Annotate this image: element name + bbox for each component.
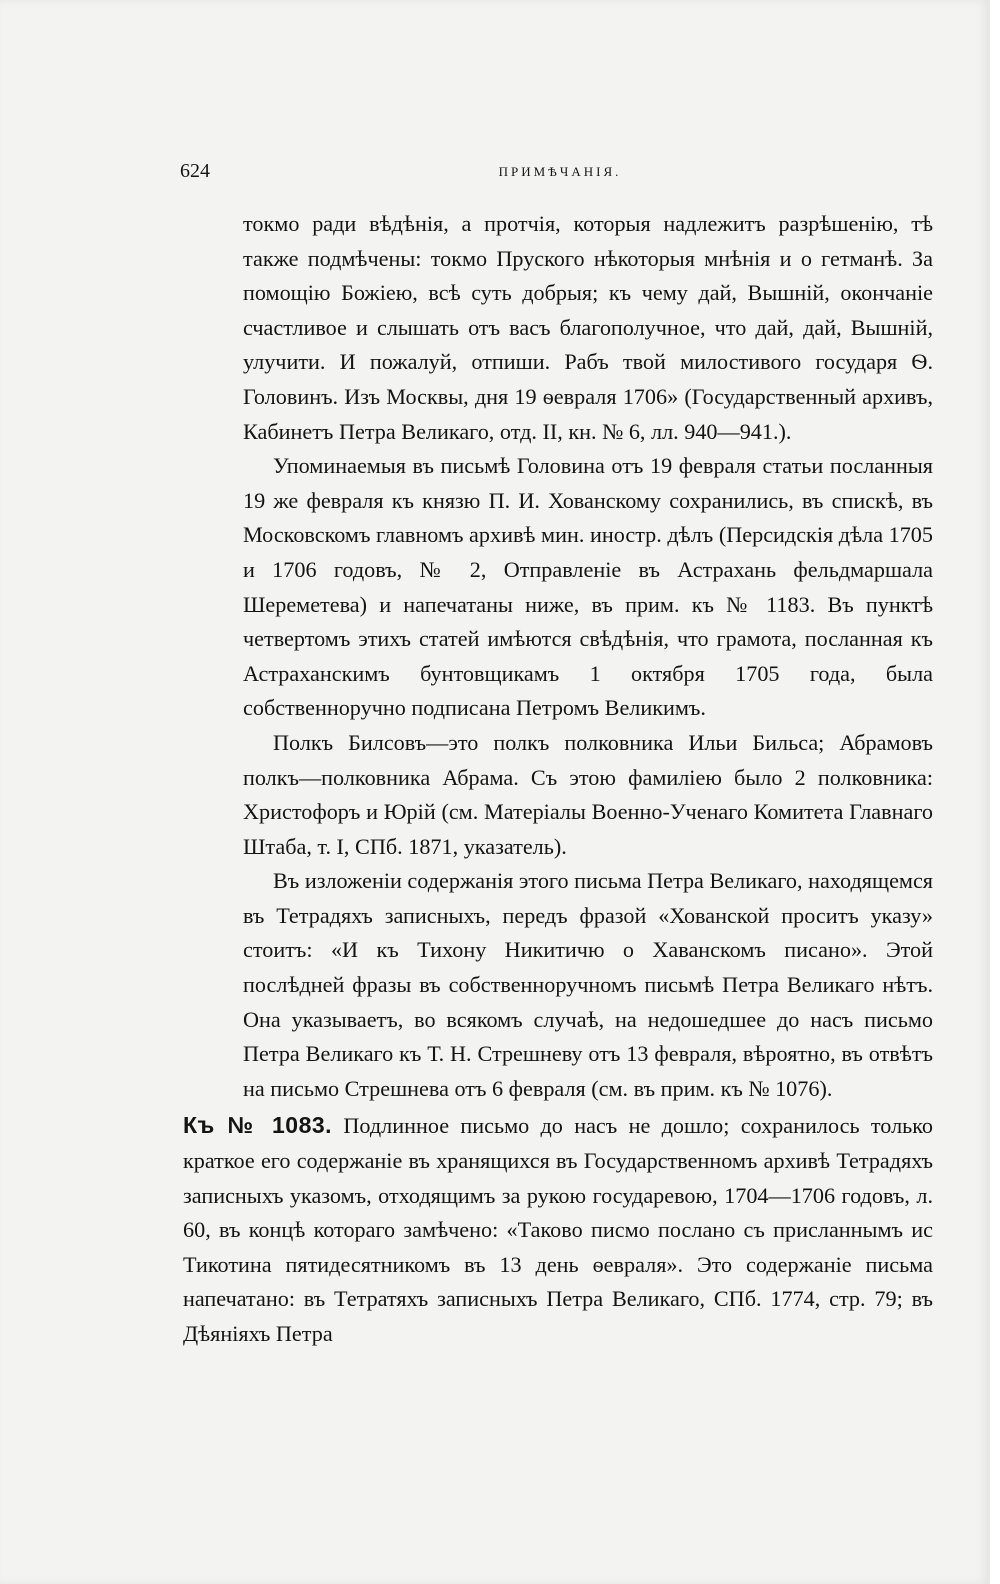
paragraph: токмо ради вѣдѣнія, а протчія, которыя надлежитъ разрѣшенію, тѣ также подмѣчены: токмо Пруского нѣкоторыя мнѣнія и о гетманѣ. За помощію Божіею, всѣ суть добрыя; къ чему дай, Вышній, окончаніе счастливое и слышать отъ васъ благополучное, что дай, дай, Вышній, улучити. И пожалуй, отпиши. Рабъ твой милостивого государя Ѳ. Головинъ. Изъ Москвы, дня 19 ѳевраля 1706» (Государственный архивъ, Кабинетъ Петра Великаго, отд. II, кн. № 6, лл. 940—941.). — [243, 211, 933, 444]
page-header — [180, 160, 940, 182]
page-edge — [990, 0, 1000, 1584]
body-text — [183, 207, 934, 1352]
paragraph: Упоминаемыя въ письмѣ Головина отъ 19 февраля статьи посланныя 19 же февраля къ князю П. И. Хованскому сохранились, въ спискѣ, въ Московскомъ главномъ архивѣ мин. иностр. дѣлъ (Персидскія дѣла 1705 и 1706 годовъ, № 2, Отправленіе въ Астрахань фельдмаршала Шереметева) и напечатаны ниже, въ прим. къ № 1183. Въ пунктѣ четвертомъ этихъ статей имѣются свѣдѣнія, что грамота, посланная къ Астраханскимъ бунтовщикамъ 1 октября 1705 года, была собственноручно подписана Петромъ Великимъ. — [243, 453, 933, 721]
paragraph: Полкъ Билсовъ—это полкъ полковника Ильи Бильса; Абрамовъ полкъ—полковника Абрама. Съ этою фамиліею было 2 полковника: Христофоръ и Юрій (см. Матеріалы Военно-Ученаго Комитета Главнаго Штаба, т. I, СПб. 1871, указатель). — [243, 729, 933, 859]
page-number: 624 — [180, 160, 210, 182]
entry-label: Къ № 1083. — [183, 1112, 333, 1139]
entry-text: Подлинное письмо до насъ не дошло; сохранилось только краткое его содержаніе въ хранящихся въ Государственномъ архивѣ Тетрадяхъ записныхъ указомъ, отходящимъ за рукою государевою, 1704—1706 годовъ, л. 60, въ концѣ котораго замѣчено: «Таково писмо послано съ присланнымъ ис Тикотина пятидесятникомъ въ 13 день ѳевраля». Это содержаніе письма напечатано: въ Тетратяхъ записныхъ Петра Великаго, СПб. 1774, стр. 79; въ Дѣяніяхъ Петра — [183, 1113, 934, 1346]
running-title: ПРИМѢЧАНІЯ. — [498, 164, 622, 179]
paragraph: Въ изложеніи содержанія этого письма Петра Великаго, находящемся въ Тетрадяхъ записныхъ, передъ фразой «Хованской проситъ указу» стоитъ: «И къ Тихону Никитичю о Хаванскомъ писано». Этой послѣдней фразы въ собственноручномъ письмѣ Петра Великаго нѣтъ. Она указываетъ, во всякомъ случаѣ, на недошедшее до насъ письмо Петра Великаго къ Т. Н. Стрешневу отъ 13 февраля, вѣроятно, въ отвѣтъ на письмо Стрешнева отъ 6 февраля (см. въ прим. къ № 1076). — [243, 868, 934, 1101]
note-entry — [183, 1108, 933, 1351]
